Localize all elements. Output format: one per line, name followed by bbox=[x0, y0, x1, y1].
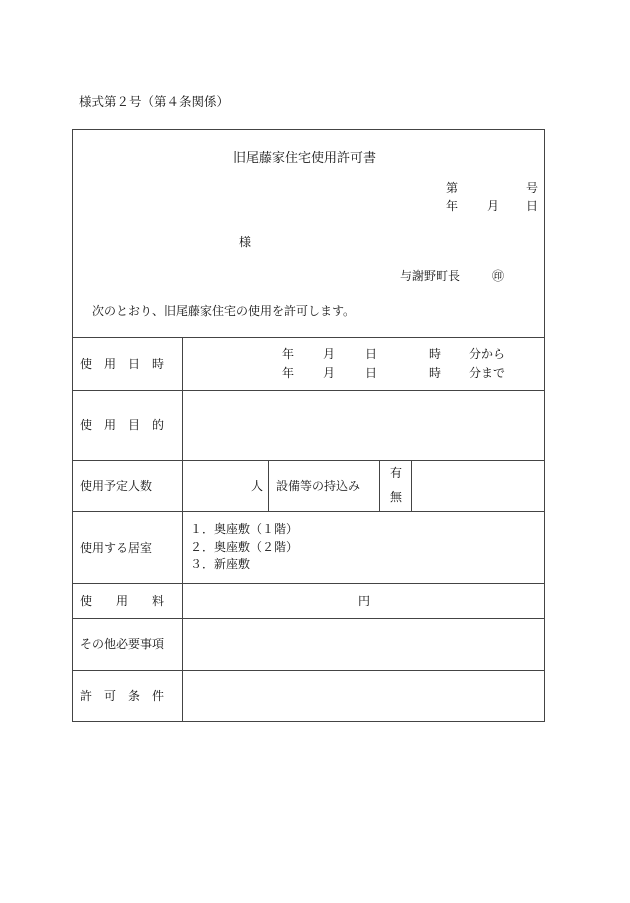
row-divider bbox=[72, 390, 545, 391]
room-option: ３．新座敷 bbox=[190, 557, 251, 571]
fee-unit: 円 bbox=[358, 594, 371, 608]
date-day: 日 bbox=[526, 199, 539, 213]
row-divider bbox=[72, 460, 545, 461]
conditions-label: 許 可 条 件 bbox=[80, 689, 165, 703]
equipment-label: 設備等の持込み bbox=[276, 479, 361, 493]
addressee-suffix: 様 bbox=[239, 235, 252, 249]
rooms-label: 使用する居室 bbox=[80, 541, 153, 555]
row-divider bbox=[72, 618, 545, 619]
issuer-name: 与謝野町長 bbox=[400, 269, 461, 283]
end-minute: 分まで bbox=[469, 366, 506, 380]
row-divider bbox=[72, 583, 545, 584]
date-year: 年 bbox=[446, 199, 459, 213]
purpose-label: 使 用 目 的 bbox=[80, 418, 165, 432]
document-title: 旧尾藤家住宅使用許可書 bbox=[233, 151, 377, 166]
yes-no-cell-divider bbox=[411, 460, 412, 511]
seal-mark: ㊞ bbox=[492, 269, 505, 283]
end-hour: 時 bbox=[429, 366, 442, 380]
label-column-divider bbox=[182, 337, 183, 722]
date-month: 月 bbox=[487, 199, 500, 213]
row-divider bbox=[72, 670, 545, 671]
start-day: 日 bbox=[365, 347, 378, 361]
doc-number-suffix: 号 bbox=[526, 181, 539, 195]
form-number: 様式第２号（第４条関係） bbox=[79, 94, 230, 109]
equipment-no: 無 bbox=[390, 490, 403, 504]
other-label: その他必要事項 bbox=[80, 637, 165, 651]
row-divider bbox=[72, 337, 545, 338]
end-day: 日 bbox=[365, 366, 378, 380]
people-label: 使用予定人数 bbox=[80, 479, 153, 493]
permit-statement: 次のとおり、旧尾藤家住宅の使用を許可します。 bbox=[92, 304, 356, 318]
start-hour: 時 bbox=[429, 347, 442, 361]
room-option: ２．奥座敷（２階） bbox=[190, 540, 299, 554]
room-option: １．奥座敷（１階） bbox=[190, 522, 299, 536]
equipment-yes: 有 bbox=[390, 466, 403, 480]
people-unit: 人 bbox=[251, 479, 264, 493]
start-month: 月 bbox=[323, 347, 336, 361]
people-cell-divider bbox=[268, 460, 269, 511]
end-year: 年 bbox=[282, 366, 295, 380]
start-year: 年 bbox=[282, 347, 295, 361]
fee-label: 使 用 料 bbox=[80, 594, 165, 608]
row-divider bbox=[72, 511, 545, 512]
usage-datetime-label: 使 用 日 時 bbox=[80, 357, 165, 371]
doc-number-prefix: 第 bbox=[446, 181, 459, 195]
start-minute: 分から bbox=[469, 347, 506, 361]
end-month: 月 bbox=[323, 366, 336, 380]
equipment-cell-divider bbox=[379, 460, 380, 511]
